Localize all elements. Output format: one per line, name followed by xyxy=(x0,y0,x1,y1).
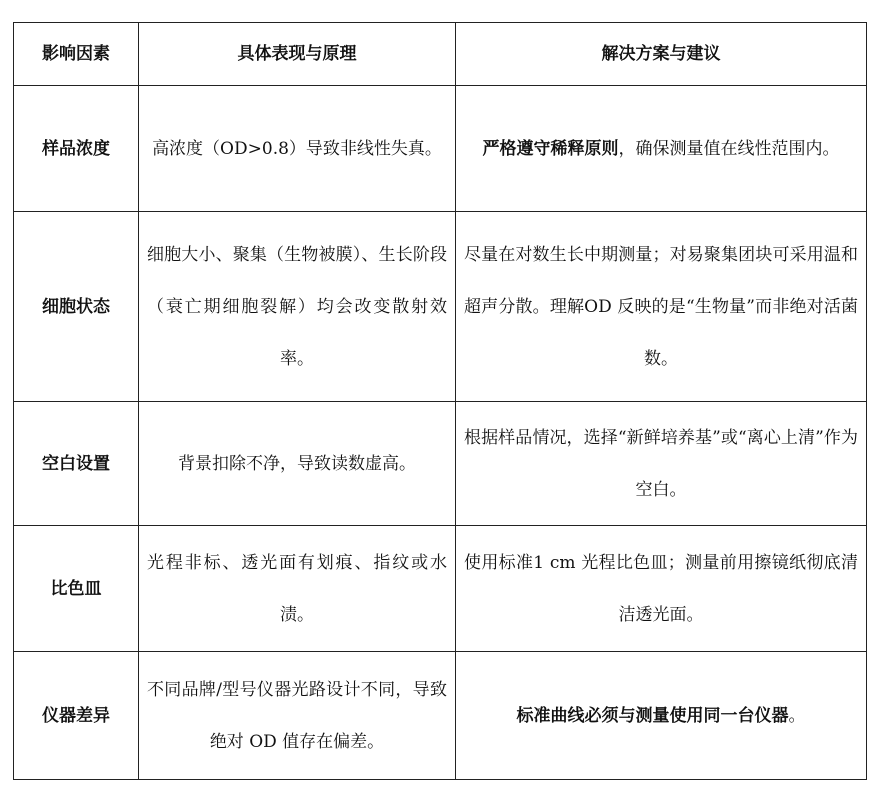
header-factor: 影响因素 xyxy=(14,23,139,86)
factor-cell: 细胞状态 xyxy=(14,212,139,402)
header-solution: 解决方案与建议 xyxy=(456,23,867,86)
solution-emphasis: 严格遵守稀释原则 xyxy=(482,138,619,159)
table-row xyxy=(14,86,867,212)
solution-cell xyxy=(456,86,867,212)
solution-emphasis: 标准曲线必须与测量使用同一台仪器 xyxy=(516,705,789,726)
table-row xyxy=(14,402,867,526)
solution-cell xyxy=(456,402,867,526)
solution-cell xyxy=(456,526,867,652)
solution-text: ，确保测量值在线性范围内。 xyxy=(618,138,840,159)
factor-cell: 样品浓度 xyxy=(14,86,139,212)
description-cell: 高浓度（OD>0.8）导致非线性失真。 xyxy=(139,86,456,212)
table-row xyxy=(14,526,867,652)
table-row xyxy=(14,212,867,402)
header-row xyxy=(14,23,867,86)
description-cell: 不同品牌/型号仪器光路设计不同，导致绝对 OD 值存在偏差。 xyxy=(139,652,456,780)
description-cell: 背景扣除不净，导致读数虚高。 xyxy=(139,402,456,526)
solution-cell xyxy=(456,212,867,402)
factors-table xyxy=(13,22,867,780)
table-row xyxy=(14,652,867,780)
solution-text: 尽量在对数生长中期测量；对易聚集团块可采用温和超声分散。理解OD 反映的是“生物量”而非绝对活菌数。 xyxy=(464,244,858,369)
solution-text: 。 xyxy=(788,705,806,726)
description-cell: 细胞大小、聚集（生物被膜）、生长阶段（衰亡期细胞裂解）均会改变散射效率。 xyxy=(139,212,456,402)
solution-cell xyxy=(456,652,867,780)
description-cell: 光程非标、透光面有划痕、指纹或水渍。 xyxy=(139,526,456,652)
factor-cell: 空白设置 xyxy=(14,402,139,526)
solution-text: 使用标准1 cm 光程比色皿；测量前用擦镜纸彻底清洁透光面。 xyxy=(464,552,858,625)
factor-cell: 仪器差异 xyxy=(14,652,139,780)
factor-cell: 比色皿 xyxy=(14,526,139,652)
solution-text: 根据样品情况，选择“新鲜培养基”或“离心上清”作为空白。 xyxy=(464,427,858,500)
header-description: 具体表现与原理 xyxy=(139,23,456,86)
